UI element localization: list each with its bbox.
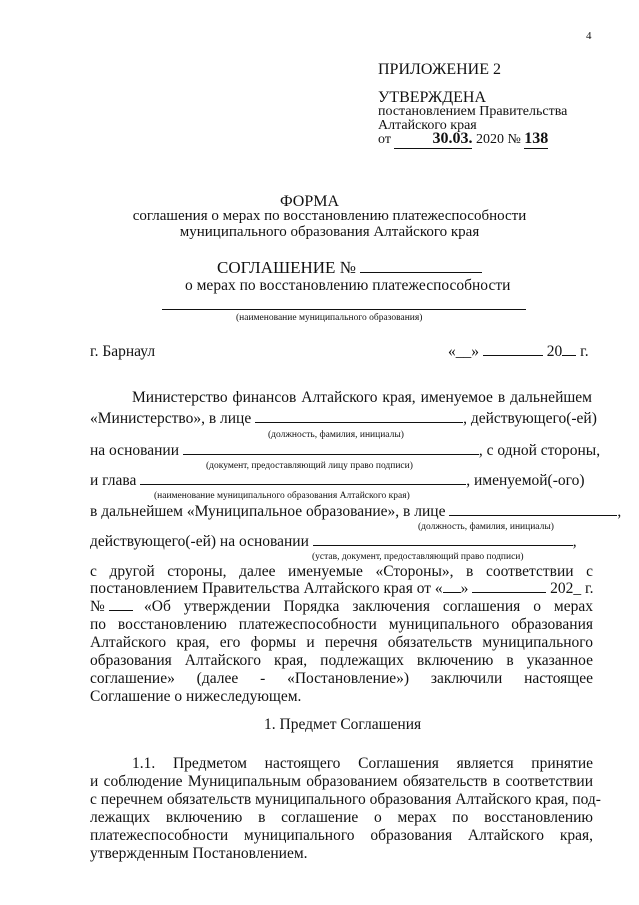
approval-date-line bbox=[378, 130, 548, 149]
caption-position-2: (должность, фамилия, инициалы) bbox=[418, 522, 554, 532]
s1-line1: 1.1. Предметом настоящего Соглашения является принятие bbox=[132, 755, 593, 772]
approval-year: 2020 № bbox=[475, 132, 521, 147]
ministry-rep-blank bbox=[255, 410, 463, 423]
appendix-title: ПРИЛОЖЕНИЕ 2 bbox=[378, 61, 502, 78]
s1-line5: платежеспособности муниципального образования Алтайского края, bbox=[90, 827, 593, 844]
p1-line1: Министерство финансов Алтайского края, именуемое в дальнейшем bbox=[132, 389, 592, 406]
p1-line7: с другой стороны, далее именуемые «Стороны», в соответствии с bbox=[90, 563, 593, 580]
p1-line4: и глава , именуемой(-ого) bbox=[90, 472, 585, 489]
p1-line6: действующего(-ей) на основании , bbox=[90, 533, 577, 550]
page-number: 4 bbox=[586, 30, 592, 42]
decree-month-blank bbox=[472, 580, 546, 593]
section-1-heading: 1. Предмет Соглашения bbox=[264, 716, 422, 733]
municipality-basis-blank bbox=[313, 533, 573, 546]
s1-line4: лежащих включению в соглашение о мерах по восстановлению bbox=[90, 809, 593, 826]
caption-position: (должность, фамилия, инициалы) bbox=[268, 430, 404, 440]
municipality-blank-line bbox=[162, 309, 526, 310]
p1-line2: «Министерство», в лице , действующего(-ей) bbox=[90, 410, 597, 427]
form-subtitle-2: муниципального образования Алтайского края bbox=[179, 224, 480, 240]
s1-line2: и соблюдение Муниципальным образованием обязательств в соответствии bbox=[90, 773, 593, 790]
approval-number: 138 bbox=[524, 130, 549, 147]
agreement-title: СОГЛАШЕНИЕ № bbox=[217, 258, 356, 277]
city: г. Барнаул bbox=[90, 343, 156, 360]
municipality-rep-blank bbox=[449, 503, 617, 516]
head-blank bbox=[140, 472, 466, 485]
decree-day-blank bbox=[443, 580, 461, 593]
agreement-title-line bbox=[217, 258, 482, 278]
s1-line6: утвержденным Постановлением. bbox=[90, 845, 308, 862]
p1-line10: по восстановлению платежеспособности муниципального образования bbox=[90, 616, 593, 633]
p1-line8: постановлением Правительства Алтайского края от « » 202_ г. bbox=[90, 580, 594, 597]
agreement-number-blank bbox=[360, 258, 482, 273]
p1-line13: соглашение» (далее - «Постановление») заключили настоящее bbox=[90, 670, 593, 687]
s1-line3: с перечнем обязательств муниципального образования Алтайского края, под- bbox=[90, 791, 601, 808]
from-label: от bbox=[378, 132, 391, 147]
month-blank bbox=[483, 343, 543, 356]
p1-line14: Соглашение о нижеследующем. bbox=[90, 688, 302, 705]
approved-label: УТВЕРЖДЕНА bbox=[378, 89, 487, 106]
decree-number-blank bbox=[109, 598, 133, 611]
approved-by-line2: Алтайского края bbox=[378, 118, 477, 133]
municipality-caption: (наименование муниципального образования) bbox=[236, 313, 423, 323]
approval-date: 30.03. bbox=[394, 130, 472, 149]
form-title: ФОРМА bbox=[279, 193, 340, 210]
p1-line5: в дальнейшем «Муниципальное образование», в лице , bbox=[90, 503, 622, 520]
day-blank: __ bbox=[455, 343, 472, 360]
approved-by-line1: постановлением Правительства bbox=[378, 104, 568, 119]
p1-line12: образования Алтайского края, подлежащих включению в указанное bbox=[90, 652, 593, 669]
p1-line9: № «Об утверждении Порядка заключения соглашения о мерах bbox=[90, 598, 593, 615]
caption-charter: (устав, документ, предоставляющий право подписи) bbox=[312, 552, 524, 562]
caption-document: (документ, предоставляющий лицу право подписи) bbox=[206, 461, 413, 471]
p1-line11: Алтайского края, его формы и перечня обязательств муниципального bbox=[90, 634, 593, 651]
p1-line3: на основании , с одной стороны, bbox=[90, 442, 601, 459]
agreement-date: «__» 20 г. bbox=[448, 343, 589, 360]
agreement-subtitle: о мерах по восстановлению платежеспособности bbox=[185, 277, 511, 294]
ministry-basis-blank bbox=[183, 442, 479, 455]
caption-head: (наименование муниципального образования Алтайского края) bbox=[154, 491, 410, 501]
form-subtitle-1: соглашения о мерах по восстановлению платежеспособности bbox=[132, 208, 527, 224]
year-blank bbox=[562, 343, 576, 356]
